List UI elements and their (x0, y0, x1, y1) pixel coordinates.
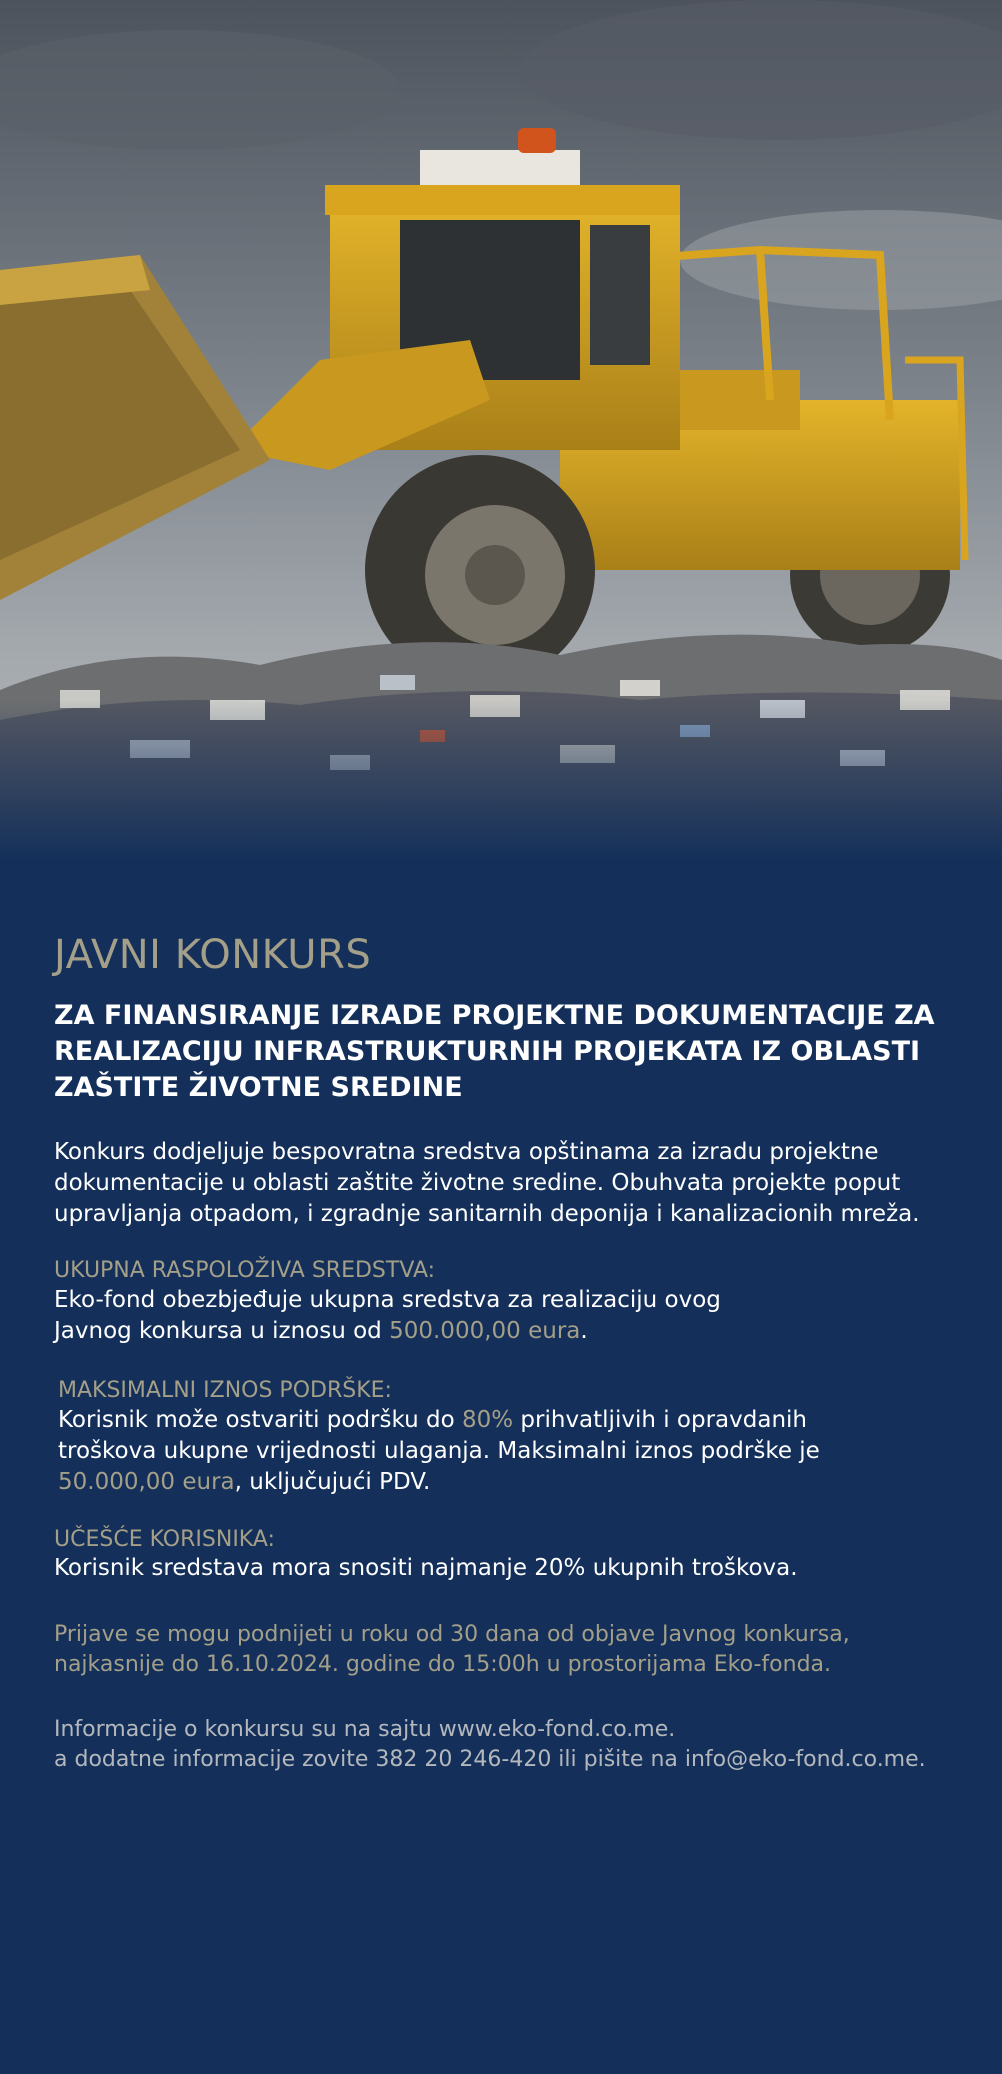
contact-line: Informacije o konkursu su na sajtu www.eko-fond.co.me. (54, 1717, 676, 1742)
subtitle-line: REALIZACIJU INFRASTRUKTURNIH PROJEKATA IZ OBLASTI (54, 1036, 921, 1067)
page-title: JAVNI KONKURS (54, 932, 372, 978)
deadline-line: najkasnije do 16.10.2024. godine do 15:00h u prostorijama Eko-fonda. (54, 1652, 832, 1677)
intro-line: Konkurs dodjeljuje bespovratna sredstva opštinama za izradu projektne (54, 1139, 879, 1165)
support-line (58, 1405, 820, 1436)
support-text: prihvatljivih i opravdanih (513, 1407, 807, 1433)
funds-line (54, 1316, 721, 1347)
support-text: Korisnik može ostvariti podršku do (58, 1407, 462, 1433)
subtitle-line: ZAŠTITE ŽIVOTNE SREDINE (54, 1072, 463, 1103)
support-line: troškova ukupne vrijednosti ulaganja. Maksimalni iznos podrške je (58, 1438, 820, 1464)
funds-text: Javnog konkursa u iznosu od (54, 1318, 390, 1344)
intro-line: upravljanja otpadom, i zgradnje sanitarnih deponija i kanalizacionih mreža. (54, 1201, 920, 1227)
funds-text: . (580, 1318, 588, 1344)
contact-line: a dodatne informacije zovite 382 20 246-420 ili pišite na info@eko-fond.co.me. (54, 1747, 926, 1772)
support-paragraph (58, 1405, 820, 1498)
funds-label: UKUPNA RASPOLOŽIVA SREDSTVA: (54, 1258, 436, 1283)
contact-paragraph (54, 1715, 926, 1775)
support-text: , uključujući PDV. (234, 1469, 431, 1495)
subtitle-line: ZA FINANSIRANJE IZRADE PROJEKTNE DOKUMENTACIJE ZA (54, 1000, 935, 1031)
deadline-line: Prijave se mogu podnijeti u roku od 30 dana od objave Javnog konkursa, (54, 1622, 850, 1647)
support-percent: 80% (461, 1407, 514, 1433)
support-line (58, 1467, 820, 1498)
intro-line: dokumentacije u oblasti zaštite životne sredine. Obuhvata projekte poput (54, 1170, 901, 1196)
landfill-compactor-illustration (0, 0, 1002, 860)
hero-image (0, 0, 1002, 860)
support-amount: 50.000,00 eura (58, 1469, 235, 1495)
funds-amount: 500.000,00 eura (389, 1318, 581, 1344)
page-subtitle (54, 998, 984, 1106)
funds-line: Eko-fond obezbjeđuje ukupna sredstva za realizaciju ovog (54, 1287, 721, 1313)
deadline-paragraph (54, 1620, 850, 1680)
intro-paragraph (54, 1137, 920, 1230)
announcement-panel (0, 860, 1002, 2074)
support-label: MAKSIMALNI IZNOS PODRŠKE: (58, 1378, 392, 1403)
participation-text: Korisnik sredstava mora snositi najmanje 20% ukupnih troškova. (54, 1555, 798, 1581)
participation-label: UČEŠĆE KORISNIKA: (54, 1527, 275, 1552)
funds-paragraph (54, 1285, 721, 1347)
